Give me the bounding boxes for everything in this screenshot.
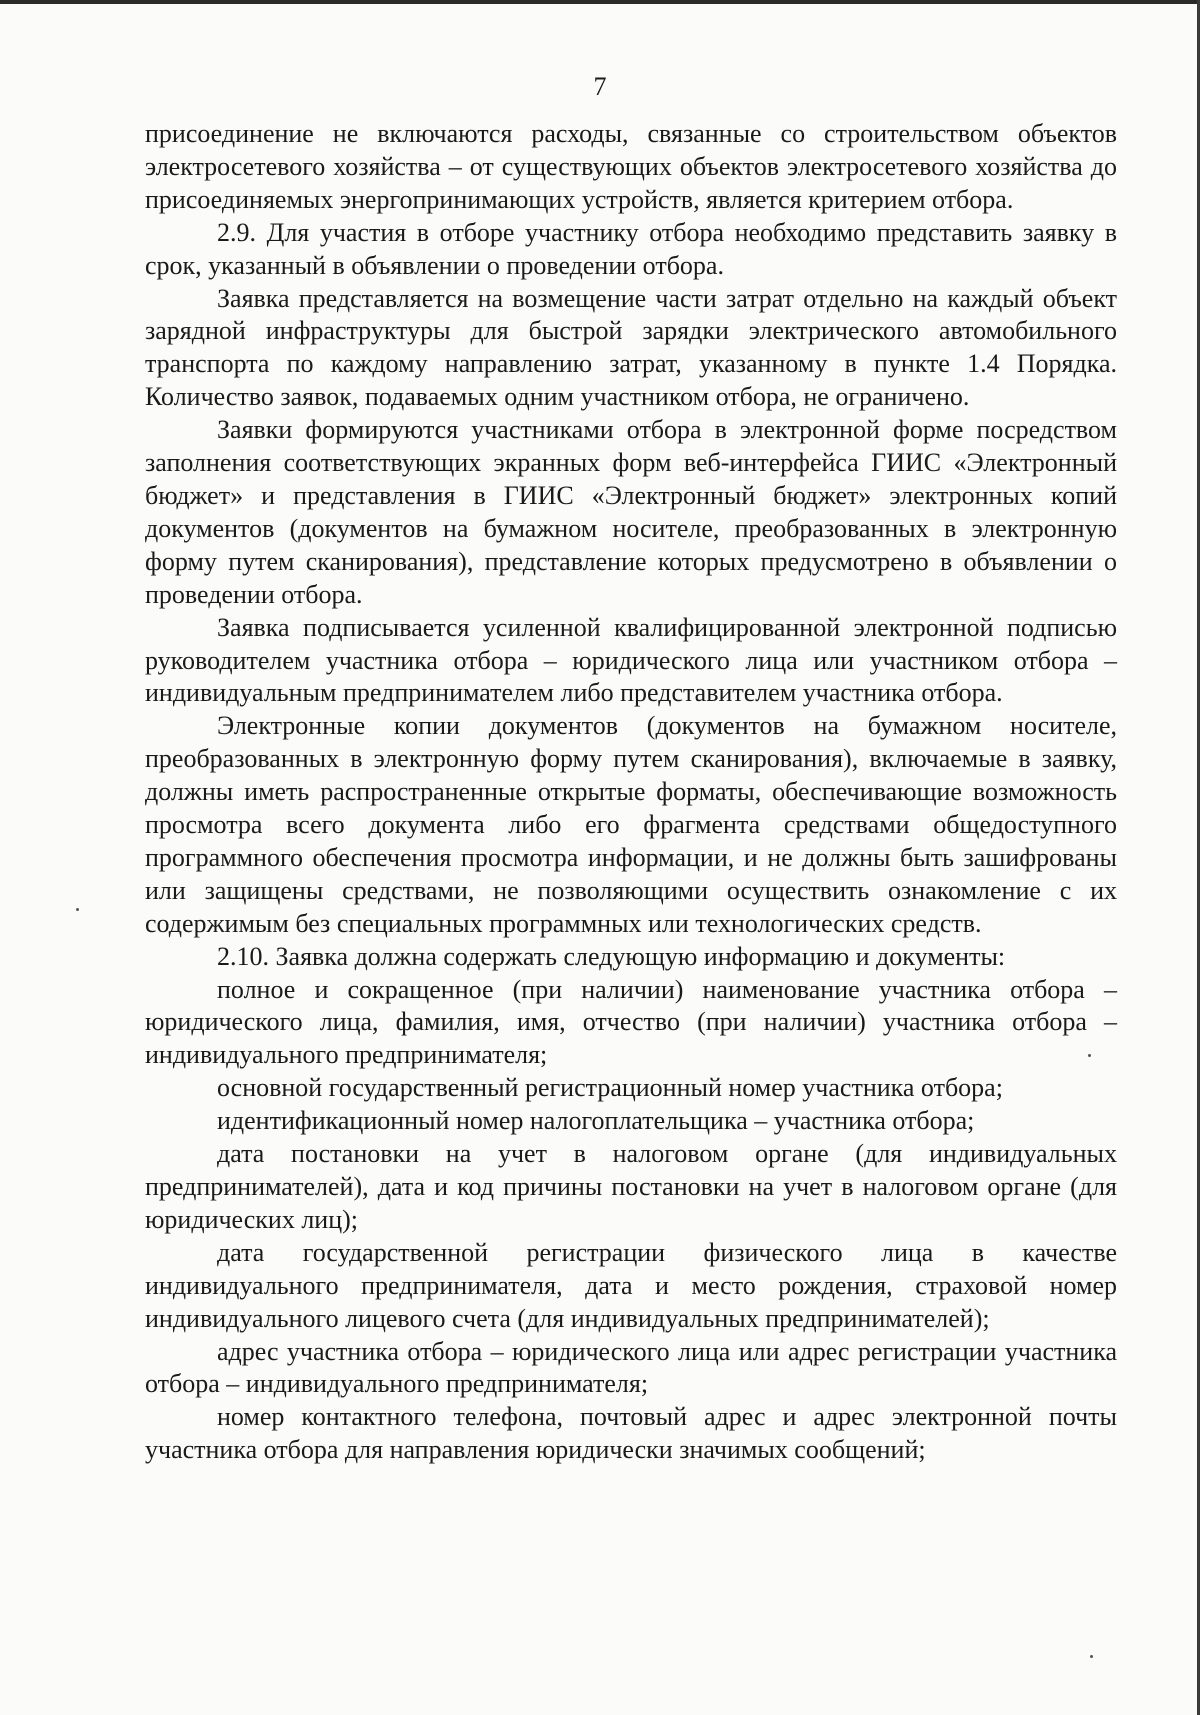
paragraph: 2.10. Заявка должна содержать следующую информацию и документы: bbox=[217, 941, 1006, 971]
list-item: адрес участника отбора – юридического лица или адрес регистрации участника отбора – индивидуального предпринимателя; bbox=[145, 1336, 1117, 1399]
paragraph: Заявка представляется на возмещение части затрат отдельно на каждый объект зарядной инфраструктуры для быстрой зарядки электрического автомобильного транспорта по каждому направлению затрат, указанному в пункте 1.4 Порядка. Количество заявок, подаваемых одним участником отбора, не ограничено. bbox=[145, 283, 1117, 412]
scan-speck bbox=[1088, 1054, 1091, 1057]
scan-top-edge bbox=[0, 0, 1200, 4]
list-item: полное и сокращенное (при наличии) наименование участника отбора – юридического лица, фамилия, имя, отчество (при наличии) участника отбора – индивидуального предпринимателя; bbox=[145, 974, 1117, 1070]
paragraph: Заявки формируются участниками отбора в электронной форме посредством заполнения соответствующих экранных форм веб-интерфейса ГИИС «Электронный бюджет» и представления в ГИИС «Электронный бюджет» электронных копий документов (документов на бумажном носителе, преобразованных в электронную форму путем сканирования), представление которых предусмотрено в объявлении о проведении отбора. bbox=[145, 415, 1117, 609]
list-item: дата государственной регистрации физического лица в качестве индивидуального предпринимателя, дата и место рождения, страховой номер индивидуального лицевого счета (для индивидуальных предпринимателей); bbox=[145, 1237, 1117, 1333]
scan-speck bbox=[76, 908, 79, 911]
paragraph: Электронные копии документов (документов на бумажном носителе, преобразованных в электронную форму путем сканирования), включаемые в заявку, должны иметь распространенные открытые форматы, обеспечивающие возможность просмотра всего документа либо его фрагмента средствами общедоступного программного обеспечения просмотра информации, и не должны быть зашифрованы или защищены средствами, не позволяющими осуществить ознакомление с их содержимым без специальных программных или технологических средств. bbox=[145, 711, 1117, 938]
paragraph: 2.9. Для участия в отборе участнику отбора необходимо представить заявку в срок, указанный в объявлении о проведении отбора. bbox=[145, 217, 1117, 280]
list-item: идентификационный номер налогоплательщика – участника отбора; bbox=[217, 1106, 975, 1136]
page-number: 7 bbox=[593, 72, 607, 101]
list-item: основной государственный регистрационный номер участника отбора; bbox=[217, 1073, 1003, 1103]
list-item: номер контактного телефона, почтовый адрес и адрес электронной почты участника отбора для направления юридически значимых сообщений; bbox=[145, 1402, 1117, 1465]
paragraph: Заявка подписывается усиленной квалифицированной электронной подписью руководителем участника отбора – юридического лица или участником отбора – индивидуальным предпринимателем либо представителем участника отбора. bbox=[145, 612, 1117, 708]
scan-speck bbox=[1090, 1655, 1093, 1658]
list-item: дата постановки на учет в налоговом органе (для индивидуальных предпринимателей), дата и код причины постановки на учет в налоговом органе (для юридических лиц); bbox=[145, 1139, 1117, 1234]
document-body bbox=[145, 118, 1117, 1467]
paragraph: присоединение не включаются расходы, связанные со строительством объектов электросетевого хозяйства – от существующих объектов электросетевого хозяйства до присоединяемых энергопринимающих устройств, является критерием отбора. bbox=[145, 119, 1117, 214]
